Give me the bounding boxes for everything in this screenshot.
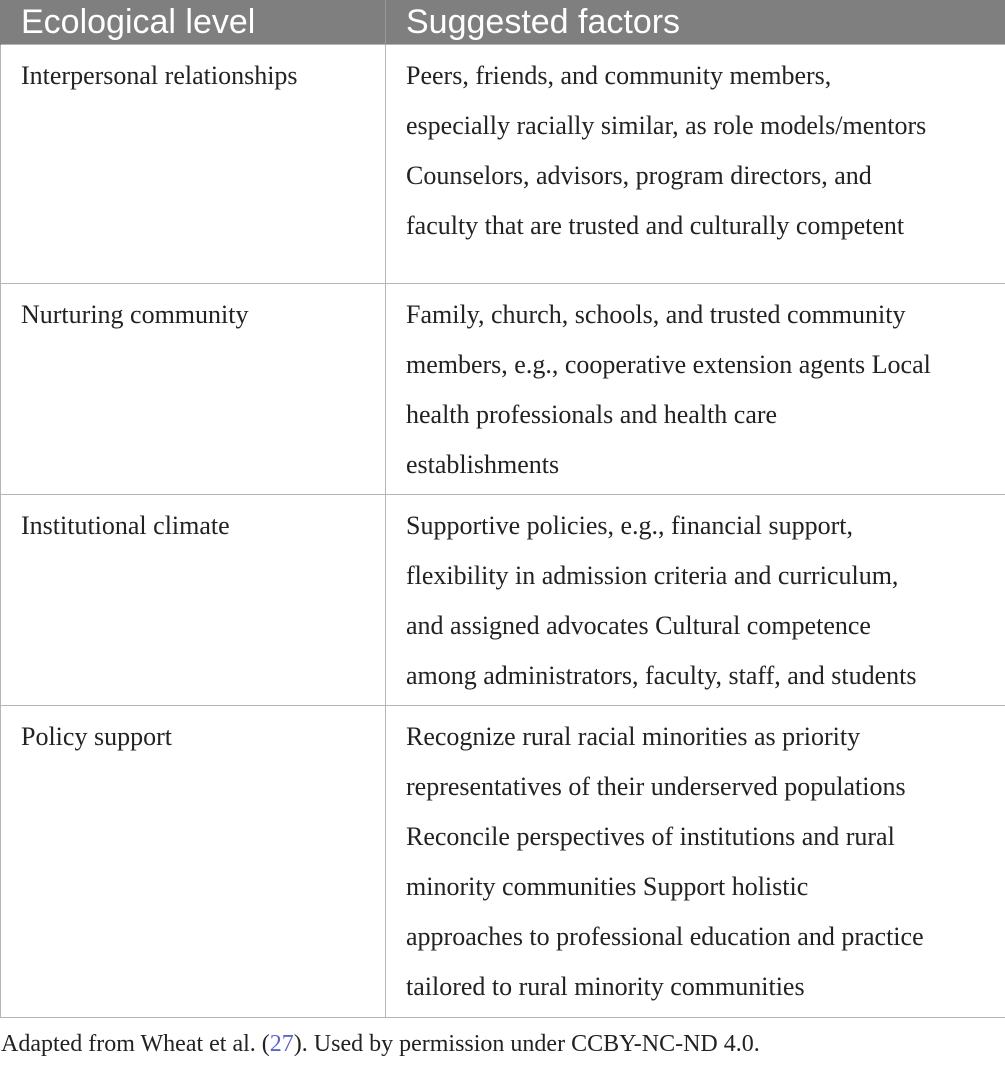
factors-line: approaches to professional education and practice: [406, 922, 924, 951]
factors-line: minority communities Support holistic: [406, 872, 809, 901]
level-cell: Interpersonal relationships: [1, 45, 386, 284]
level-cell: Policy support: [1, 706, 386, 1018]
table-row: [1, 284, 1005, 495]
factors-cell: [386, 45, 1005, 284]
caption-text-after: ). Used by permission under CCBY-NC-ND 4.0.: [293, 1031, 760, 1057]
factors-line: especially racially similar, as role models/mentors: [406, 111, 927, 140]
factors-line: representatives of their underserved populations: [406, 772, 906, 801]
factors-line: Peers, friends, and community members,: [406, 61, 832, 90]
factors-line: Reconcile perspectives of institutions and rural: [406, 822, 895, 851]
factors-cell: [386, 284, 1005, 495]
factors-line: Supportive policies, e.g., financial support,: [406, 511, 853, 540]
header-suggested-factors: Suggested factors: [386, 0, 1005, 45]
reference-link[interactable]: 27: [269, 1031, 294, 1057]
factors-line: establishments: [406, 450, 560, 479]
factors-line: among administrators, faculty, staff, and students: [406, 661, 917, 690]
factors-line: and assigned advocates Cultural competence: [406, 611, 871, 640]
caption-text-before: Adapted from Wheat et al. (: [1, 1031, 270, 1057]
factors-line: members, e.g., cooperative extension agents Local: [406, 350, 931, 379]
table-row: [1, 706, 1005, 1018]
factors-cell: [386, 495, 1005, 706]
factors-cell: [386, 706, 1005, 1018]
factors-line: faculty that are trusted and culturally competent: [406, 211, 905, 240]
factors-line: Family, church, schools, and trusted community: [406, 300, 906, 329]
table-row: [1, 495, 1005, 706]
level-cell: Nurturing community: [1, 284, 386, 495]
table-row: [1, 45, 1005, 284]
factors-line: health professionals and health care: [406, 400, 778, 429]
factors-line: tailored to rural minority communities: [406, 972, 805, 1001]
factors-line: Recognize rural racial minorities as priority: [406, 722, 861, 751]
factors-line: flexibility in admission criteria and curriculum,: [406, 561, 899, 590]
level-cell: Institutional climate: [1, 495, 386, 706]
table-caption: [1, 1031, 760, 1058]
factors-line: Counselors, advisors, program directors, and: [406, 161, 872, 190]
table-header-row: [1, 0, 1005, 45]
header-ecological-level: Ecological level: [1, 0, 386, 45]
